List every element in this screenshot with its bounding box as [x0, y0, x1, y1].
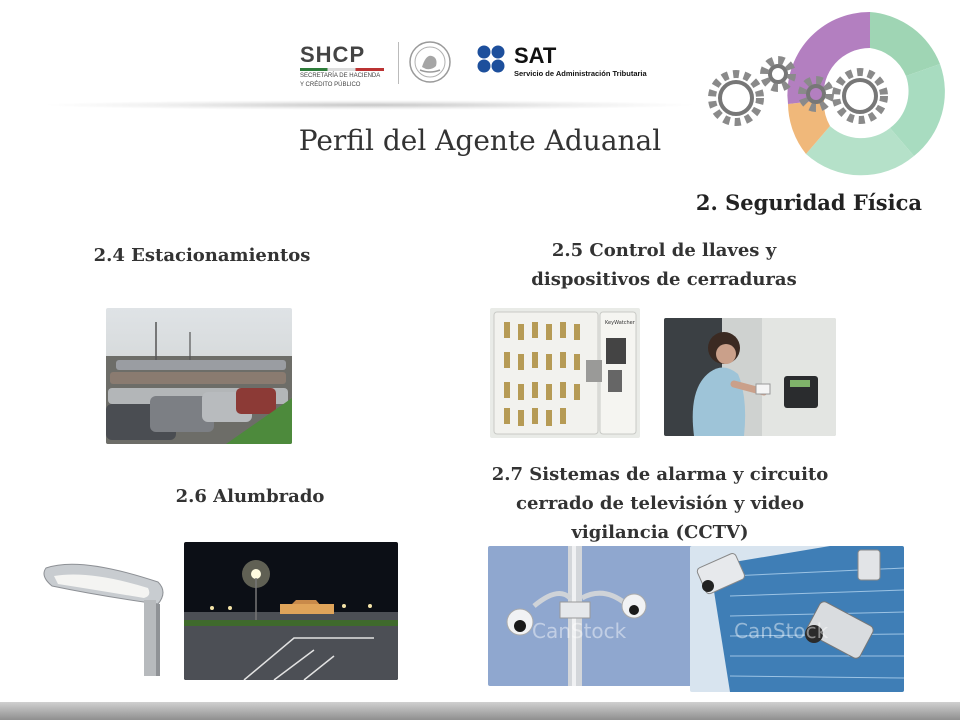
footer-bar	[0, 702, 960, 720]
shcp-tricolor-bar	[300, 68, 384, 71]
watermark-text: CanStock	[532, 619, 627, 643]
street-lamp-photo	[40, 552, 176, 676]
item-keys-label-line1: 2.5 Control de llaves y	[551, 240, 777, 261]
item-keys-label-line2: dispositivos de cerraduras	[531, 269, 797, 290]
key-cabinet-photo	[490, 308, 640, 438]
shcp-name-line2: Y CRÉDITO PÚBLICO	[300, 82, 361, 88]
sat-acronym: SAT	[514, 43, 557, 68]
keycabinet-brand: KeyWatcher	[605, 320, 635, 326]
watermark-text-2: CanStock	[734, 619, 829, 643]
access-card-photo	[664, 318, 836, 436]
item-lighting-label: 2.6 Alumbrado	[175, 486, 325, 507]
shcp-acronym: SHCP	[300, 42, 366, 67]
cctv-building-photo	[690, 546, 904, 692]
page-title: Perfil del Agente Aduanal	[298, 124, 662, 157]
shcp-logo	[300, 44, 386, 88]
item-cctv-label-line3: vigilancia (CCTV)	[571, 522, 749, 543]
logo-divider	[398, 42, 399, 84]
sat-subtitle: Servicio de Administración Tributaria	[514, 69, 647, 78]
sat-logo-icon	[476, 44, 516, 74]
section-heading: 2. Seguridad Física	[695, 190, 922, 215]
lit-parking-night-photo	[184, 542, 398, 680]
shcp-name-line1: SECRETARÍA DE HACIENDA	[300, 73, 381, 79]
item-cctv-label-line2: cerrado de televisión y video	[516, 493, 804, 514]
mexico-seal-icon	[408, 40, 452, 84]
parking-lot-photo	[106, 308, 292, 444]
item-cctv-label-line1: 2.7 Sistemas de alarma y circuito	[491, 464, 829, 485]
cctv-pole-photo	[488, 546, 694, 686]
header-shadow-rule	[40, 100, 700, 110]
item-parking-label: 2.4 Estacionamientos	[93, 245, 311, 266]
gears-cycle-graphic	[700, 4, 956, 188]
